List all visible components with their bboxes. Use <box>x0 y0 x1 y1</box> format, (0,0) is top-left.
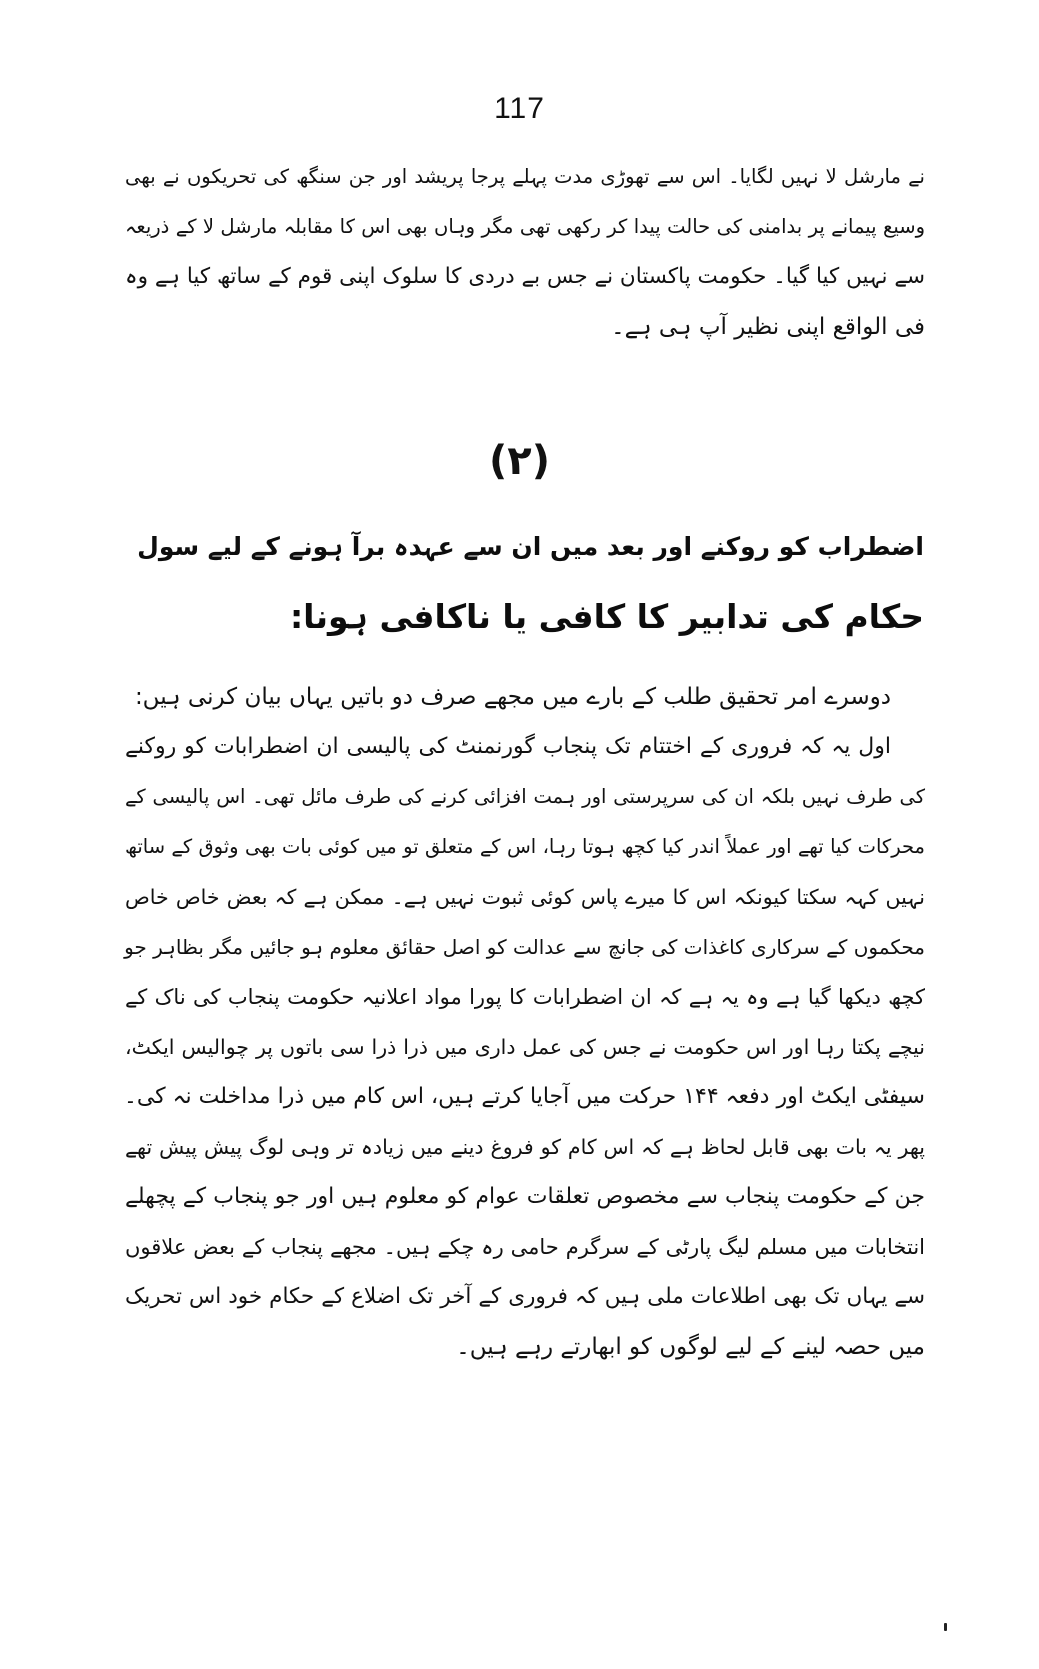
text-line: کی طرف نہیں بلکہ ان کی سرپرستی اور ہمت افزائی کرنے کی طرف مائل تھی۔ اس پالیسی کے <box>125 785 925 808</box>
heading-line: اضطراب کو روکنے اور بعد میں ان سے عہدہ برآ ہونے کے لیے سول <box>137 532 924 561</box>
text-line: محرکات کیا تھے اور عملاً اندر کیا کچھ ہوتا رہا، اس کے متعلق تو میں کوئی بات بھی وثوق کے ساتھ <box>125 835 925 858</box>
text-line: محکموں کے سرکاری کاغذات کی جانچ سے عدالت کو اصل حقائق معلوم ہو جائیں مگر بظاہر جو <box>124 935 925 959</box>
scan-speck <box>944 1623 947 1631</box>
paragraph-main <box>125 672 925 1372</box>
text-line: کچھ دیکھا گیا ہے وہ یہ ہے کہ ان اضطرابات کا پورا مواد اعلانیہ حکومت پنجاب کی ناک کے <box>125 985 925 1009</box>
text-line: جن کے حکومت پنجاب سے مخصوص تعلقات عوام کو معلوم ہیں اور جو پنجاب کے پچھلے <box>125 1184 925 1209</box>
text-line: میں حصہ لینے کے لیے لوگوں کو ابھارتے رہے ہیں۔ <box>456 1334 925 1360</box>
text-line: وسیع پیمانے پر بدامنی کی حالت پیدا کر رکھی تھی مگر وہاں بھی اس کا مقابلہ مارشل لا کے ذریعہ <box>125 215 925 238</box>
text-line: فی الواقع اپنی نظیر آپ ہی ہے۔ <box>611 314 925 340</box>
text-line: اول یہ کہ فروری کے اختتام تک پنجاب گورنمنٹ کی پالیسی ان اضطرابات کو روکنے <box>125 734 891 759</box>
text-line: پھر یہ بات بھی قابل لحاظ ہے کہ اس کام کو فروغ دینے میں زیادہ تر وہی لوگ پیش پیش تھے <box>125 1135 925 1159</box>
heading-line: حکام کی تدابیر کا کافی یا ناکافی ہونا: <box>289 597 924 636</box>
text-line: نیچے پکتا رہا اور اس حکومت نے جس کی عمل داری میں ذرا ذرا سی باتوں پر چوالیس ایکٹ، <box>125 1035 925 1059</box>
text-line: انتخابات میں مسلم لیگ پارٹی کے سرگرم حامی رہ چکے ہیں۔ مجھے پنجاب کے بعض علاقوں <box>125 1235 925 1259</box>
section-number: (۲) <box>489 438 550 484</box>
page-number: 117 <box>494 92 545 125</box>
text-line: نہیں کہہ سکتا کیونکہ اس کا میرے پاس کوئی ثبوت نہیں ہے۔ ممکن ہے کہ بعض خاص خاص <box>125 885 925 909</box>
paragraph-opening <box>125 152 925 352</box>
text-line: دوسرے امر تحقیق طلب کے بارے میں مجھے صرف دو باتیں یہاں بیان کرنی ہیں: <box>134 684 891 710</box>
text-line: سے یہاں تک بھی اطلاعات ملی ہیں کہ فروری کے آخر تک اضلاع کے حکام خود اس تحریک <box>125 1284 925 1309</box>
text-line: سے نہیں کیا گیا۔ حکومت پاکستان نے جس بے دردی کا سلوک اپنی قوم کے ساتھ کیا ہے وہ <box>125 264 925 289</box>
section-heading <box>138 512 924 652</box>
text-line: سیفٹی ایکٹ اور دفعہ ۱۴۴ حرکت میں آجایا کرتے ہیں، اس کام میں ذرا مداخلت نہ کی۔ <box>123 1084 925 1109</box>
text-line: نے مارشل لا نہیں لگایا۔ اس سے تھوڑی مدت پہلے پرجا پریشد اور جن سنگھ کی تحریکوں نے بھی <box>125 165 925 188</box>
